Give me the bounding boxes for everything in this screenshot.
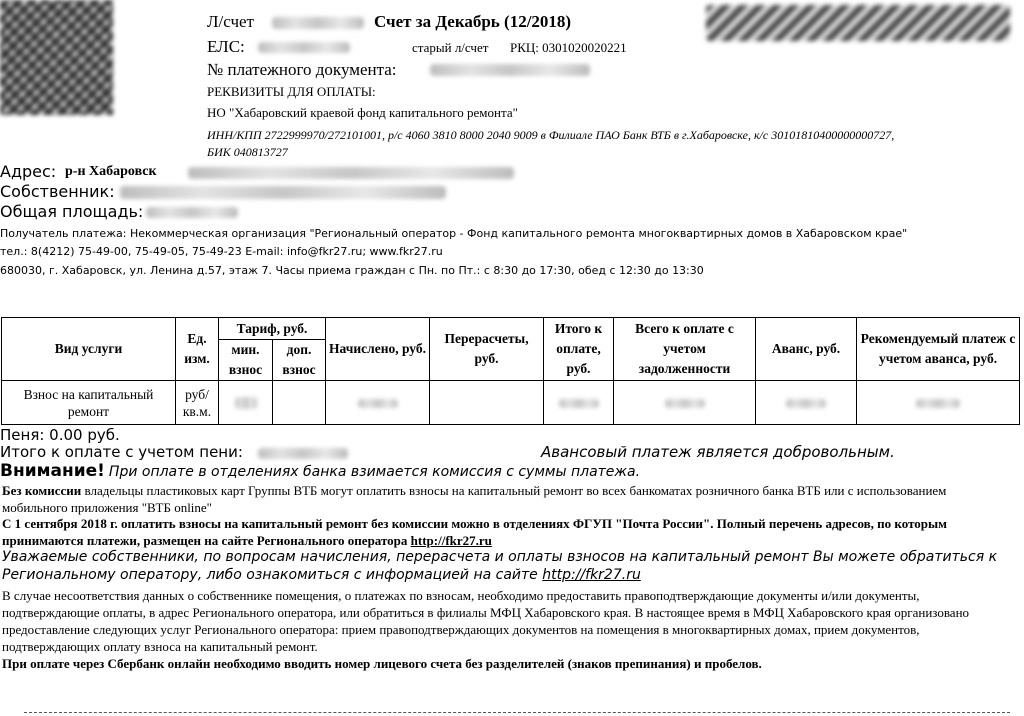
row-recalc [430,381,544,425]
row-service: Взнос на капитальный ремонт [2,381,176,425]
recipient-line2: тел.: 8(4212) 75-49-00, 75-49-05, 75-49-23 E-mail: info@fkr27.ru; www.fkr27.ru [0,245,443,258]
payee-name: НО "Хабаровский краевой фонд капитального ремонта" [207,105,518,120]
header-recommended: Рекомендуемый платеж с учетом аванса, руб. [857,318,1020,381]
no-fee-text: владельцы пластиковых карт Группы ВТБ могут оплатить взносы на капитальный ремонт во всех банкоматах розничного банка ВТБ или с использованием мобильного приложения "ВТБ online" [2,483,947,515]
els-value-redacted [258,42,350,53]
total-with-penalty-label: Итого к оплате с учетом пени: [0,443,243,461]
header-charged: Начислено, руб. [326,318,430,381]
row-total [544,381,614,425]
owners-paragraph [2,548,1012,584]
advance-note: Авансовый платеж является добровольным. [541,443,895,461]
penalty-text: Пеня: 0.00 руб. [0,426,120,444]
payment-doc-label: № платежного документа: [207,60,397,79]
header-advance: Аванс, руб. [756,318,857,381]
attention-label: Внимание! [0,461,105,481]
row-unit: руб/ кв.м. [176,381,219,425]
payment-doc-redacted [430,64,590,76]
table-row [2,381,1020,425]
cut-line [24,712,1010,713]
total-with-penalty-redacted [258,448,348,459]
owner-name-redacted [120,186,446,199]
header-tariff-min: мин. взнос [219,340,273,381]
address-value: р-н Хабаровск [65,164,157,179]
area-label: Общая площадь: [0,202,144,221]
requisites-title: РЕКВИЗИТЫ ДЛЯ ОПЛАТЫ: [207,84,376,99]
old-account-label: старый л/счет [412,40,489,55]
services-table [1,317,1020,425]
post-link[interactable]: http://fkr27.ru [410,533,492,548]
recipient-line3: 680030, г. Хабаровск, ул. Ленина д.57, этаж 7. Часы приема граждан с Пн. по Пт.: с 8:30 до 17:30, обед с 12:30 до 13:30 [0,264,704,277]
header-tariff-add: доп. взнос [273,340,326,381]
post-text: С 1 сентября 2018 г. оплатить взносы на капитальный ремонт без комиссии можно в отделениях ФГУП "Почта России". Полный перечень адресов, по которым принимаются платежи, размещен на сайте Регионального оператора [2,516,948,548]
bank-details-line2: БИК 040813727 [207,145,288,159]
owners-link[interactable]: http://fkr27.ru [542,567,641,583]
account-number-redacted [272,17,364,29]
attention-text: При оплате в отделениях банка взимается комиссия с суммы платежа. [108,464,641,480]
header-tariff: Тариф, руб. [219,318,326,340]
barcode [706,5,1010,41]
row-tariff-min [219,381,273,425]
owner-label: Собственник: [0,182,115,201]
row-charged [326,381,430,425]
header-total-debt: Всего к оплате с учетом задолженности [614,318,756,381]
row-tariff-add [273,381,326,425]
header-total: Итого к оплате, руб. [544,318,614,381]
address-redacted [188,167,514,179]
old-account-value: РКЦ: 0301020020221 [510,40,627,55]
header-unit: Ед. изм. [176,318,219,381]
owners-text: Уважаемые собственники, по вопросам начисления, перерасчета и оплаты взносов на капитальный ремонт Вы можете обратиться к Региональному оператору, либо ознакомиться с информацией на сайте [2,549,998,583]
recipient-line1: Получатель платежа: Некоммерческая организация "Региональный оператор - Фонд капитального ремонта многоквартирных домов в Хабаровском крае" [0,227,908,240]
account-label: Л/счет [207,12,254,31]
post-paragraph [2,515,1012,549]
invoice-title: Счет за Декабрь (12/2018) [374,12,572,31]
no-fee-paragraph [2,482,1012,516]
els-label: ЕЛС: [207,37,245,56]
bank-details-line1: ИНН/КПП 2722999970/272101001, р/с 4060 3810 8000 2040 9009 в Филиале ПАО Банк ВТБ в г.Хабаровске, к/с 30101810400000000727, [207,128,895,142]
header-service: Вид услуги [2,318,176,381]
qr-code [0,0,113,115]
row-total-debt [614,381,756,425]
no-fee-bold: Без комиссии [2,483,82,498]
address-label: Адрес: [0,162,57,181]
mismatch-paragraph: В случае несоответствия данных о собственнике помещения, о платежах по взносам, необходимо предоставить правоподтверждающие документы и/или документы, подтверждающие оплаты, в адрес Регионального оператора, или обратиться в филиалы МФЦ Хабаровского края. В настоящее время в МФЦ Хабаровского края организовано предоставление следующих услуг Регионального оператора: прием правоподтверждающих документов на помещения в многоквартирных домах, прием документов, подтверждающих оплату взноса на капитальный ремонт. [2,588,970,654]
row-advance [756,381,857,425]
attention-line [0,461,640,481]
row-recommended [857,381,1020,425]
area-value-redacted [146,207,238,218]
header-recalc: Перерасчеты, руб. [430,318,544,381]
sberbank-paragraph: При оплате через Сбербанк онлайн необходимо вводить номер лицевого счета без разделителей (знаков препинания) и пробелов. [2,656,762,671]
